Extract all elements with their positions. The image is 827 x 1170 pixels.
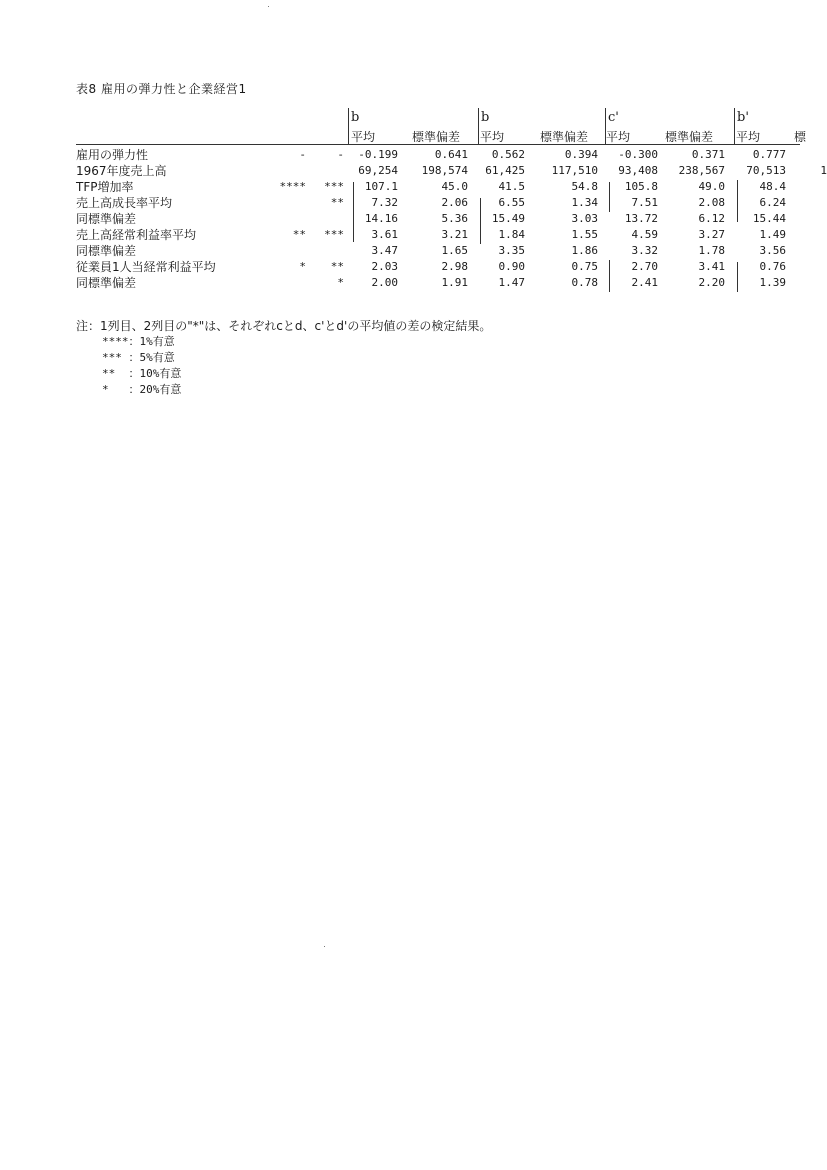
table-cell: 49.0 [698,180,725,193]
table-cell: 48.4 [759,180,786,193]
note-item: ****：1%有意 [102,335,175,348]
table-cell: 2.00 [371,276,398,289]
col-header-mean: 平均 [480,130,505,144]
table-cell: 6.24 [759,196,786,209]
col-header-sd: 標 [794,130,807,144]
table-cell: 1.65 [441,244,468,257]
group-label-4: b' [737,110,749,125]
table-cell: 54.8 [571,180,598,193]
table-cell: 1.39 [759,276,786,289]
group-label-1: b [351,110,360,125]
table-row [0,259,827,275]
table-cell: 107.1 [364,180,398,193]
table-cell: 5.36 [441,212,468,225]
table-cell: 2.98 [441,260,468,273]
table-cell: 69,254 [358,164,398,177]
col-header-mean: 平均 [351,130,376,144]
table-cell: 0.78 [571,276,598,289]
table-row [0,163,827,179]
group-divider [734,108,735,144]
table-cell: 198,574 [421,164,468,177]
significance-bracket [609,182,610,212]
table-cell: 45.0 [441,180,468,193]
significance-bracket [609,260,610,292]
col-header-mean: 平均 [606,130,631,144]
table-cell: 6.55 [498,196,525,209]
table-cell: 0.75 [571,260,598,273]
significance-mark: - [337,148,344,161]
significance-mark: ** [330,196,344,209]
table-cell: 3.32 [631,244,658,257]
table-cell: -0.300 [618,148,658,161]
table-cell: 14.16 [364,212,398,225]
table-cell: 3.03 [571,212,598,225]
table-cell: 3.27 [698,228,725,241]
significance-mark: **** [279,180,306,193]
table-row [0,211,827,227]
table-cell: 2.03 [371,260,398,273]
table-cell: 1.55 [571,228,598,241]
row-label: TFP増加率 [76,180,134,194]
group-divider [478,108,479,144]
group-label-3: c' [608,110,619,125]
table-cell: 1.84 [498,228,525,241]
table-cell: 70,513 [746,164,786,177]
table-cell: 93,408 [618,164,658,177]
table-cell: 7.32 [371,196,398,209]
table-cell: 1.49 [759,228,786,241]
row-label: 売上高成長率平均 [76,196,173,210]
table-cell: 3.35 [498,244,525,257]
significance-bracket [353,182,354,242]
table-cell: 2.06 [441,196,468,209]
table-cell: 3.56 [759,244,786,257]
row-label: 1967年度売上高 [76,164,167,178]
table-cell: 0.641 [434,148,468,161]
table-cell: 1.91 [441,276,468,289]
header-rule [76,144,800,145]
row-label: 売上高経常利益率平均 [76,228,197,242]
table-cell: 2.08 [698,196,725,209]
table-cell: 0.90 [498,260,525,273]
significance-mark: ** [292,228,306,241]
table-cell: 3.47 [371,244,398,257]
significance-bracket [737,262,738,292]
table-cell: 7.51 [631,196,658,209]
note-item: ** ：10%有意 [102,367,182,380]
table-cell: 1.47 [498,276,525,289]
table-notes [76,318,491,398]
table-cell: 1.34 [571,196,598,209]
table-cell: 13.72 [624,212,658,225]
group-divider [348,108,349,144]
table-cell: 4.59 [631,228,658,241]
significance-bracket [480,198,481,244]
table-row [0,147,827,163]
table-caption: 表8 雇用の弾力性と企業経営1 [76,82,247,96]
significance-mark: ** [330,260,344,273]
table-cell: 1.86 [571,244,598,257]
significance-mark: * [337,276,344,289]
table-cell: 41.5 [498,180,525,193]
table-cell: 238,567 [678,164,725,177]
scan-speck [324,946,325,947]
table-cell: 1.78 [698,244,725,257]
note-item: * ：20%有意 [102,383,182,396]
table-row [0,227,827,243]
table-cell: 15.44 [752,212,786,225]
table-cell: 117,510 [551,164,598,177]
table-cell: 6.12 [698,212,725,225]
table-cell: 0.394 [564,148,598,161]
col-header-sd: 標準偏差 [665,130,714,144]
table-cell: 61,425 [485,164,525,177]
row-label: 同標準偏差 [76,244,137,258]
row-label: 従業員1人当経常利益平均 [76,260,216,274]
scan-speck [268,6,269,7]
col-header-sd: 標準偏差 [540,130,589,144]
row-label: 同標準偏差 [76,276,137,290]
note-main: 注：1列目、2列目の"*"は、それぞれcとd、c'とd'の平均値の差の検定結果。 [76,319,492,333]
table-cell: 0.371 [691,148,725,161]
significance-bracket [737,180,738,222]
table-cell: 0.76 [759,260,786,273]
significance-mark: - [299,148,306,161]
col-header-mean: 平均 [736,130,761,144]
table-cell: 2.20 [698,276,725,289]
table-row [0,195,827,211]
table-cell: 0.777 [752,148,786,161]
significance-mark: *** [324,228,344,241]
table-cell: -0.199 [358,148,398,161]
row-label: 同標準偏差 [76,212,137,226]
table-cell: 15.49 [491,212,525,225]
significance-mark: * [299,260,306,273]
table-row [0,179,827,195]
note-item: *** ：5%有意 [102,351,175,364]
table-cell: 2.70 [631,260,658,273]
row-label: 雇用の弾力性 [76,148,149,162]
group-label-2: b [481,110,490,125]
table-cell: 3.41 [698,260,725,273]
table-cell: 105.8 [624,180,658,193]
table-row [0,275,827,291]
col-header-sd: 標準偏差 [412,130,461,144]
table-cell: 1 [820,164,827,177]
table-cell: 0.562 [491,148,525,161]
table-cell: 3.21 [441,228,468,241]
table-cell: 2.41 [631,276,658,289]
table-cell: 3.61 [371,228,398,241]
table-row [0,243,827,259]
significance-mark: *** [324,180,344,193]
